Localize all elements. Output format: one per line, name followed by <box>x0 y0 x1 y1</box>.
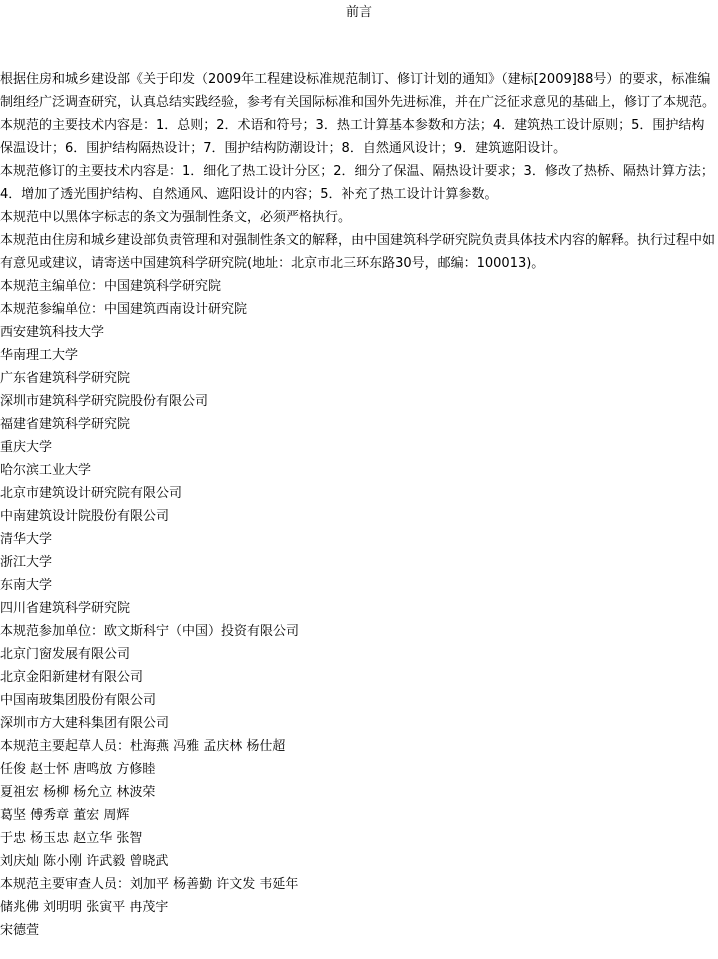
participating-unit: 北京门窗发展有限公司 <box>0 647 131 662</box>
reviewer-list: 本规范主要审查人员：刘加平 杨善勤 许文发 韦延年 <box>0 877 299 892</box>
drafter-list: 刘庆灿 陈小刚 许武毅 曾晓武 <box>0 854 169 869</box>
participating-unit: 中国南玻集团股份有限公司 <box>0 693 157 708</box>
paragraph-main-content: 本规范的主要技术内容是：1．总则；2．术语和符号；3．热工计算基本参数和方法；4．建筑热工设计原则；5．围护结构保温设计；6．围护结构隔热设计；7．围护结构防潮设计；8．自然通风设计；9．建筑遮阳设计。 <box>0 118 705 156</box>
participating-editor-unit: 浙江大学 <box>0 555 53 570</box>
participating-editor-unit: 广东省建筑科学研究院 <box>0 371 131 386</box>
participating-unit: 本规范参加单位：欧文斯科宁（中国）投资有限公司 <box>0 624 300 639</box>
paragraph-interpretation: 本规范由住房和城乡建设部负责管理和对强制性条文的解释，由中国建筑科学研究院负责具体技术内容的解释。执行过程中如有意见或建议，请寄送中国建筑科学研究院(地址：北京市北三环东路30号，邮编：100013)。 <box>0 233 716 271</box>
reviewer-list: 宋德萱 <box>0 923 40 938</box>
chief-editor-unit: 本规范主编单位：中国建筑科学研究院 <box>0 279 222 294</box>
page-title: 前言 <box>345 5 372 20</box>
participating-editor-unit: 重庆大学 <box>0 440 53 455</box>
participating-editor-unit: 中南建筑设计院股份有限公司 <box>0 509 170 524</box>
participating-editor-unit: 四川省建筑科学研究院 <box>0 601 131 616</box>
participating-editor-unit: 华南理工大学 <box>0 348 79 363</box>
paragraph-revision-content: 本规范修订的主要技术内容是：1．细化了热工设计分区；2．细分了保温、隔热设计要求；3．修改了热桥、隔热计算方法；4．增加了透光围护结构、自然通风、遮阳设计的内容；5．补充了热工设计计算参数。 <box>0 164 714 202</box>
drafter-list: 任俊 赵士怀 唐鸣放 方修睦 <box>0 762 156 777</box>
drafter-list: 于忠 杨玉忠 赵立华 张智 <box>0 831 143 846</box>
participating-unit: 北京金阳新建材有限公司 <box>0 670 144 685</box>
document-content <box>0 68 718 942</box>
drafter-list: 葛坚 傅秀章 董宏 周辉 <box>0 808 130 823</box>
participating-unit: 深圳市方大建科集团有限公司 <box>0 716 170 731</box>
participating-editor-unit: 东南大学 <box>0 578 53 593</box>
participating-editor-unit: 本规范参编单位：中国建筑西南设计研究院 <box>0 302 248 317</box>
participating-editor-unit: 北京市建筑设计研究院有限公司 <box>0 486 183 501</box>
participating-editor-unit: 清华大学 <box>0 532 53 547</box>
paragraph-basis: 根据住房和城乡建设部《关于印发（2009年工程建设标准规范制订、修订计划的通知》（建标[2009]88号）的要求，标准编制组经广泛调查研究，认真总结实践经验，参考有关国际标准和国外先进标准，并在广泛征求意见的基础上，修订了本规范。 <box>0 72 716 110</box>
participating-editor-unit: 哈尔滨工业大学 <box>0 463 92 478</box>
drafter-list: 夏祖宏 杨柳 杨允立 林波荣 <box>0 785 156 800</box>
drafter-list: 本规范主要起草人员：杜海燕 冯雅 孟庆林 杨仕超 <box>0 739 286 754</box>
participating-editor-unit: 西安建筑科技大学 <box>0 325 105 340</box>
paragraph-mandatory-clauses: 本规范中以黑体字标志的条文为强制性条文，必须严格执行。 <box>0 210 352 225</box>
participating-editor-unit: 福建省建筑科学研究院 <box>0 417 131 432</box>
reviewer-list: 储兆佛 刘明明 张寅平 冉茂宇 <box>0 900 169 915</box>
participating-editor-unit: 深圳市建筑科学研究院股份有限公司 <box>0 394 209 409</box>
